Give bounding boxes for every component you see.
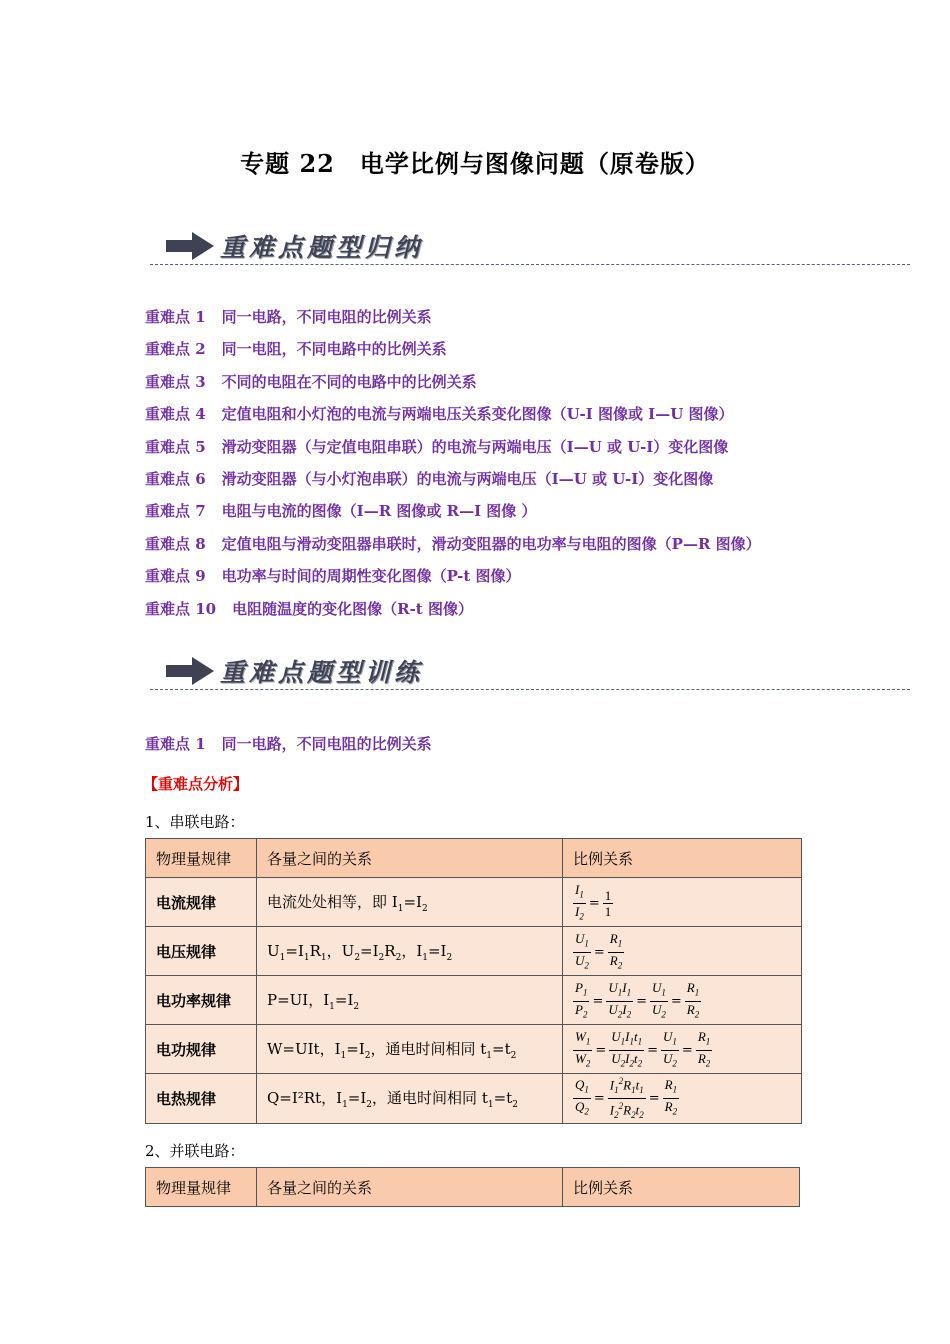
table-header-cell: 各量之间的关系	[257, 839, 563, 878]
table-row	[146, 927, 802, 976]
divider	[150, 689, 910, 690]
table-row	[146, 1025, 802, 1074]
toc-item[interactable]: 重难点 1 同一电路，不同电阻的比例关系	[145, 308, 432, 326]
table-row	[146, 878, 802, 927]
law-relation: Q=I²Rt，$I_1=I_2$，通电时间相同 $t_1=t_2$	[257, 1074, 563, 1124]
law-ratio: $\frac{P_1}{P_2}$ = $\frac{U_1I_1}{U_2I_2}$ = $\frac{U_1}{U_2}$ = $\frac{R_1}{R_2}$	[563, 976, 802, 1025]
toc-item[interactable]: 重难点 2 同一电阻，不同电路中的比例关系	[145, 340, 447, 359]
law-ratio: $\frac{I_1}{I_2}$ = $\frac{1}{1}$	[563, 878, 802, 927]
analysis-label: 【重难点分析】	[143, 775, 249, 793]
law-ratio: $\frac{Q_1}{Q_2}$ = $\frac{I_1^2R_1t_1}{I_2^2R_2t_2}$ = $\frac{R_1}{R_2}$	[563, 1074, 802, 1124]
law-relation: W=UIt，$I_1=I_2$，通电时间相同 $t_1=t_2$	[257, 1025, 563, 1074]
law-relation: $U_1=I_1R_1$，$U_2=I_2R_2$，$I_1=I_2$	[257, 927, 563, 976]
table-header-row	[146, 839, 802, 878]
table-row	[146, 976, 802, 1025]
banner-title: 重难点题型训练	[220, 658, 424, 687]
toc-item[interactable]: 重难点 8 定值电阻与滑动变阻器串联时，滑动变阻器的电功率与电阻的图像（P—R 图像）	[145, 534, 761, 553]
arrow-right-icon	[164, 230, 216, 262]
law-ratio: $\frac{U_1}{U_2}$ = $\frac{R_1}{R_2}$	[563, 927, 802, 976]
parallel-law-table	[145, 1167, 800, 1207]
page-title: 专题 22 电学比例与图像问题（原卷版）	[240, 149, 710, 178]
table-row	[146, 1074, 802, 1124]
law-ratio: $\frac{W_1}{W_2}$ = $\frac{U_1I_1t_1}{U_2I_2t_2}$ = $\frac{U_1}{U_2}$ = $\frac{R_1}{R_2}$	[563, 1025, 802, 1074]
toc-item[interactable]: 重难点 4 定值电阻和小灯泡的电流与两端电压关系变化图像（U-I 图像或 I—U 图像）	[145, 405, 734, 424]
law-relation: P=UI，$I_1=I_2$	[257, 976, 563, 1025]
table-header-cell: 物理量规律	[146, 1168, 257, 1207]
section-banner-summary	[150, 226, 910, 274]
law-name: 电压规律	[146, 927, 257, 976]
toc-item[interactable]: 重难点 5 滑动变阻器（与定值电阻串联）的电流与两端电压（I—U 或 U-I）变化图像	[145, 437, 729, 456]
toc-item[interactable]: 重难点 7 电阻与电流的图像（I—R 图像或 R—I 图像 ）	[145, 502, 537, 521]
banner-title: 重难点题型归纳	[220, 233, 424, 262]
section-heading: 重难点 1 同一电路，不同电阻的比例关系	[145, 735, 432, 753]
table-header-cell: 比例关系	[563, 1168, 800, 1207]
law-name: 电流规律	[146, 878, 257, 927]
section-banner-practice	[150, 651, 910, 699]
law-name: 电功率规律	[146, 976, 257, 1025]
toc-item[interactable]: 重难点 6 滑动变阻器（与小灯泡串联）的电流与两端电压（I—U 或 U-I）变化图像	[145, 469, 714, 488]
table-header-cell: 物理量规律	[146, 839, 257, 878]
table-header-cell: 比例关系	[563, 839, 802, 878]
arrow-right-icon	[164, 655, 216, 687]
series-circuit-label: 1、串联电路：	[145, 813, 245, 831]
table-header-cell: 各量之间的关系	[257, 1168, 563, 1207]
toc-item[interactable]: 重难点 3 不同的电阻在不同的电路中的比例关系	[145, 372, 477, 391]
toc-list	[145, 306, 761, 630]
parallel-circuit-label: 2、并联电路：	[145, 1142, 245, 1160]
law-name: 电热规律	[146, 1074, 257, 1124]
series-law-table	[145, 838, 802, 1124]
table-header-row	[146, 1168, 800, 1207]
toc-item[interactable]: 重难点 9 电功率与时间的周期性变化图像（P-t 图像）	[145, 567, 521, 586]
law-name: 电功规律	[146, 1025, 257, 1074]
divider	[150, 264, 910, 265]
law-relation: 电流处处相等，即 $I_1=I_2$	[257, 878, 563, 927]
toc-item[interactable]: 重难点 10 电阻随温度的变化图像（R-t 图像）	[145, 599, 473, 618]
